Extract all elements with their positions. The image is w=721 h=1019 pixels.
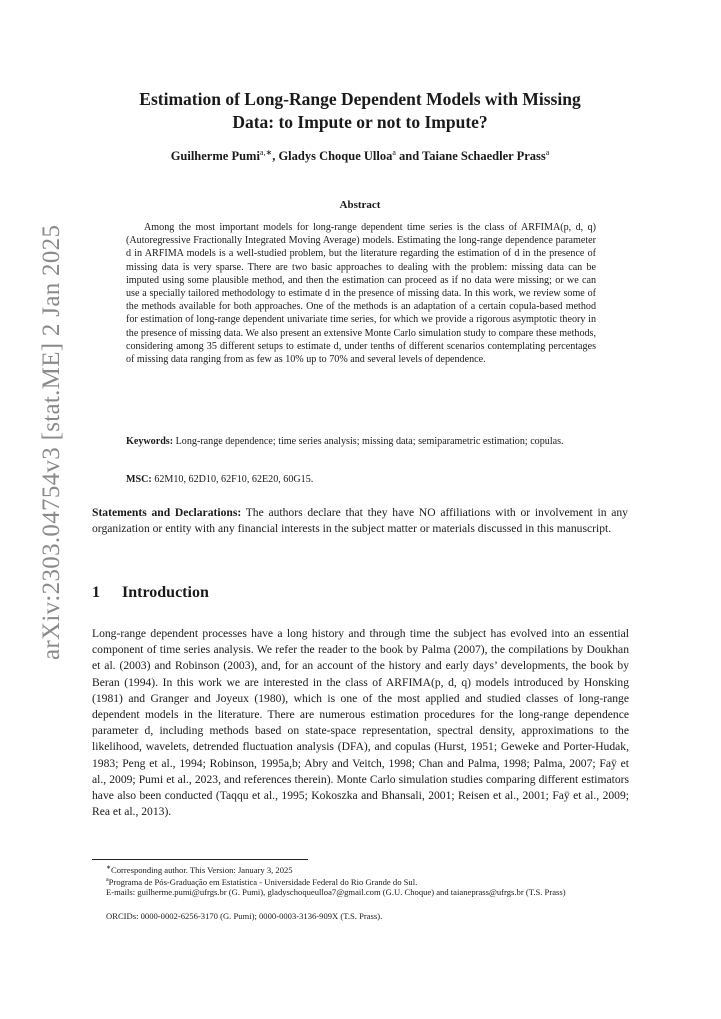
title-line-2: Data: to Impute or not to Impute? — [232, 112, 488, 132]
footnote-text: Programa de Pós-Graduação em Estatística - Universidade Federal do Rio Grande do Sul. — [108, 876, 418, 887]
section-number: 1 — [92, 584, 100, 601]
keywords — [126, 435, 596, 448]
section-title: Introduction — [122, 584, 209, 601]
footnote-mark: a — [106, 877, 109, 883]
section-heading — [92, 584, 209, 602]
statements-declarations — [92, 505, 628, 538]
author-3: Taiane Schaedler Prass — [422, 149, 546, 164]
statements-label: Statements and Declarations: — [92, 506, 242, 519]
abstract-heading: Abstract — [339, 199, 381, 211]
footnote-orcids: ORCIDs: 0000-0002-6256-3170 (G. Pumi); 0000-0003-3136-909X (T.S. Prass). — [106, 911, 383, 921]
arxiv-side-label: arXiv:2303.04754v3 [stat.ME] 2 Jan 2025 — [38, 224, 65, 660]
author-2-affiliation: a — [392, 148, 396, 157]
author-2: Gladys Choque Ulloa — [278, 149, 393, 164]
author-3-affiliation: a — [545, 148, 550, 157]
introduction-paragraph: Long-range dependent processes have a long history and through time the subject has evolved into an essential component of time series analysis. We refer the reader to the book by Palma (2007), the compilations by Doukhan et al. (2003) and Robinson (2003), and, for an account of the history and early days’ developments, the book by Beran (1994). In this work we are interested in the class of ARFIMA(p, d, q) models introduced by Honsking (1981) and Granger and Joyeux (1980), which is one of the most applied and studied classes of long-range dependent models in the literature. There are numerous estimation procedures for the long-range dependence parameter d, including methods based on state-space representation, spectral density, approximations to the likelihood, wavelets, detrended fluctuation analysis (DFA), and copulas (Hurst, 1951; Geweke and Porter-Hudak, 1983; Peng et al., 1994; Robinson, 1995a,b; Abry and Veitch, 1998; Chan and Palma, 1998; Palma, 2007; Faÿ et al., 2009; Pumi et al., 2023, and references therein). Monte Carlo simulation studies comparing different estimators have also been conducted (Taqqu et al., 1995; Kokoszka and Bhansali, 2001; Reisen et al., 2001; Faÿ et al., 2009; Rea et al., 2013). — [92, 627, 629, 819]
keywords-label: Keywords: — [126, 436, 174, 447]
footnote-mark: ∗ — [106, 865, 112, 871]
author-1-affiliation: a,∗ — [259, 148, 273, 157]
footnote-text: E-mails: guilherme.pumi@ufrgs.br (G. Pumi), gladyschoqueulloa7@gmail.com (G.U. Choque) and taianeprass@ufrgs.br (T.S. Prass) — [106, 887, 566, 897]
abstract-text: Among the most important models for long-range dependent time series is the class of ARFIMA(p, d, q) (Autoregressive Fractionally Integrated Moving Average) models. Estimating the long-range dependence parameter d in ARFIMA models is a well-studied problem, but the literature regarding the estimation of d in the presence of missing data is very sparse. There are two basic approaches to dealing with the problem: missing data can be imputed using some plausible method, and then the estimation can proceed as if no data were missing; or we can use a specially tailored methodology to estimate d in the presence of missing data. In this work, we review some of the methods available for both approaches. One of the methods is an adaptation of a certain copula-based method for estimation of long-range dependent univariate time series, for which we provide a rigorous asymptotic theory in the presence of missing data. We also present an extensive Monte Carlo simulation study to compare these methods, considering among 35 different setups to estimate d, under tenths of different scenarios contemplating percentages of missing data ranging from as few as 10% up to 70% and several levels of dependence. — [126, 222, 596, 366]
author-separator: , — [272, 149, 279, 164]
footnote-text: Corresponding author. This Version: January 3, 2025 — [111, 864, 293, 875]
footnote-emails — [92, 887, 629, 898]
paper-title — [92, 88, 628, 134]
footnote-rule — [92, 859, 308, 860]
msc-text: 62M10, 62D10, 62F10, 62E20, 60G15. — [151, 474, 314, 485]
keywords-text: Long-range dependence; time series analysis; missing data; semiparametric estimation; copulas. — [173, 436, 564, 447]
title-line-1: Estimation of Long-Range Dependent Models with Missing — [139, 89, 581, 109]
author-1: Guilherme Pumi — [170, 149, 260, 164]
msc-label: MSC: — [126, 474, 152, 485]
author-separator: and — [395, 149, 423, 164]
author-list — [92, 148, 628, 164]
statements-text: The authors declare that they have NO affiliations with or involvement in any organization or entity with any financial interests in the subject matter or materials discussed in this manuscript. — [92, 506, 628, 536]
msc-codes — [126, 473, 596, 486]
